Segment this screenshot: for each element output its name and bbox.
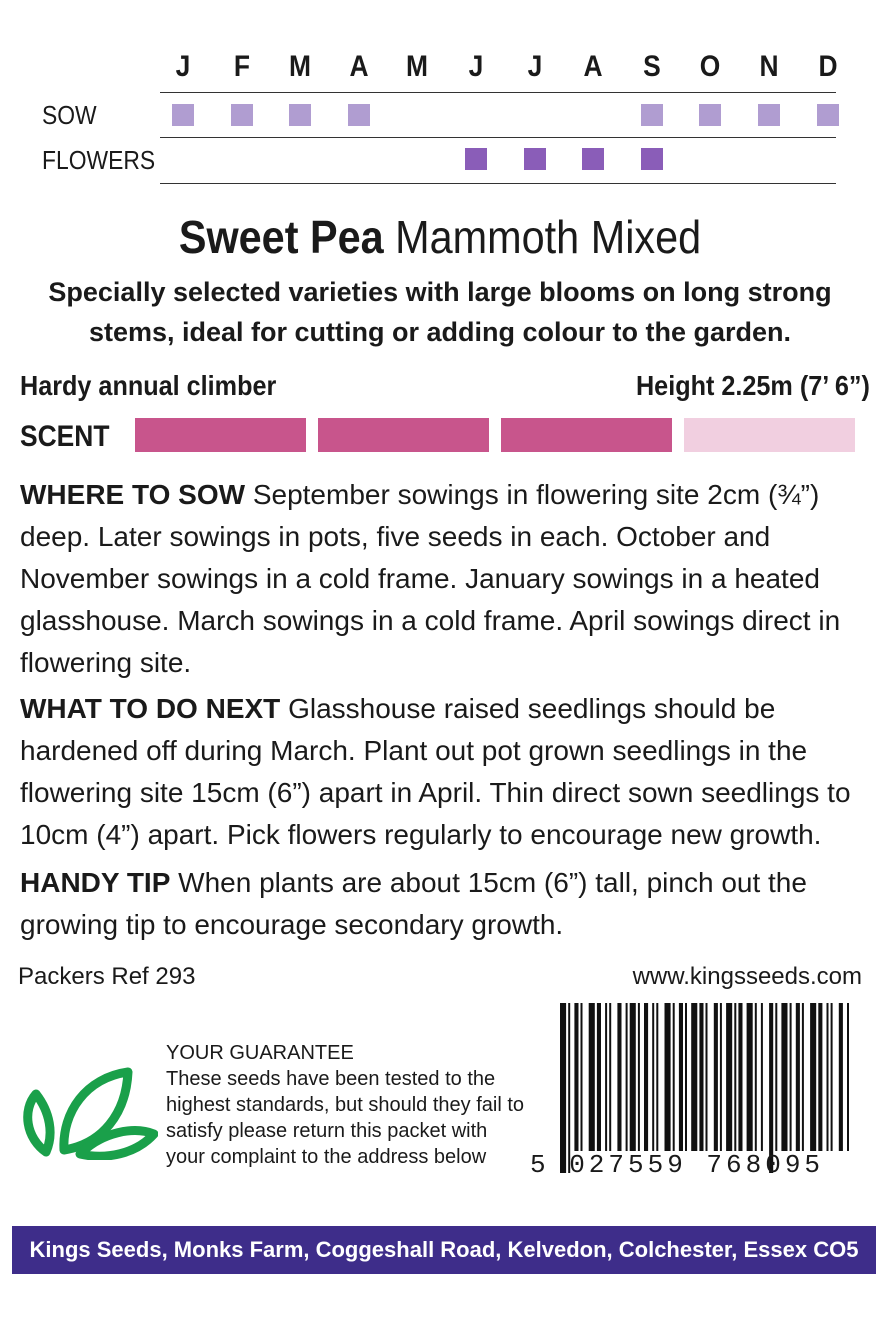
barcode-bar <box>818 1003 822 1151</box>
calendar-divider <box>160 137 836 138</box>
month-6: J <box>468 50 484 83</box>
barcode-bar <box>656 1003 658 1151</box>
sow-cell-month-12 <box>817 104 839 126</box>
barcode-bar <box>790 1003 792 1151</box>
barcode-bar <box>597 1003 601 1151</box>
calendar-divider <box>160 92 836 93</box>
where-to-sow-text: September sowings in flowering site 2cm (¾”) deep. Later sowings in pots, five seeds in each. October and November sowings in a cold frame. January sowings in a heated glasshouse. March sowings in a cold frame. April sowings direct in flowering site. <box>20 479 841 678</box>
scent-label: SCENT <box>20 420 110 453</box>
barcode-bar <box>827 1003 829 1151</box>
barcode-bar <box>644 1003 648 1151</box>
barcode-bar <box>831 1003 833 1151</box>
barcode-bar <box>775 1003 777 1151</box>
barcode-bar <box>769 1003 773 1173</box>
guarantee-heading: YOUR GUARANTEE <box>166 1042 354 1064</box>
barcode-bar <box>755 1003 757 1151</box>
barcode-bar <box>810 1003 816 1151</box>
barcode-digits: 5 027559 768095 <box>530 1150 825 1180</box>
guarantee-block <box>166 1040 526 1170</box>
sow-cell-month-3 <box>289 104 311 126</box>
where-to-sow-heading: WHERE TO SOW <box>20 479 246 510</box>
sow-cell-month-2 <box>231 104 253 126</box>
leaf-logo-icon <box>18 1060 158 1160</box>
month-8: A <box>583 50 603 83</box>
barcode-bar <box>589 1003 595 1151</box>
barcode-bar <box>574 1003 578 1151</box>
handy-tip-section <box>20 862 865 946</box>
footer-address: Kings Seeds, Monks Farm, Coggeshall Road, Kelvedon, Colchester, Essex CO5 9PG <box>29 1237 859 1310</box>
barcode-bar <box>581 1003 583 1151</box>
barcode-bar <box>738 1003 742 1151</box>
sow-cell-month-10 <box>699 104 721 126</box>
what-to-do-next-text: Glasshouse raised seedlings should be hardened off during March. Plant out pot grown seedlings in the flowering site 15cm (6”) apart in April. Thin direct sown seedlings to 10cm (4”) apart. Pick flowers regularly to encourage new growth. <box>20 693 851 850</box>
month-10: O <box>700 50 721 83</box>
packers-ref: Packers Ref 293 <box>18 963 196 990</box>
flowers-cell-month-6 <box>465 148 487 170</box>
barcode-bar <box>609 1003 611 1151</box>
barcode-bar <box>720 1003 722 1151</box>
barcode-bar <box>638 1003 640 1151</box>
what-to-do-next-section <box>20 688 865 856</box>
flowers-cell-month-9 <box>641 148 663 170</box>
barcode-bar <box>568 1003 570 1173</box>
handy-tip-heading: HANDY TIP <box>20 867 171 898</box>
barcode-bar <box>714 1003 718 1151</box>
barcode-bar <box>560 1003 566 1173</box>
calendar-divider <box>160 183 836 184</box>
handy-tip-text: When plants are about 15cm (6”) tall, pinch out the growing tip to encourage secondary growth. <box>20 867 807 940</box>
barcode-bar <box>796 1003 800 1151</box>
scent-segment-1 <box>135 418 306 452</box>
barcode-bar <box>652 1003 654 1151</box>
barcode-bar <box>839 1003 843 1151</box>
product-title <box>44 210 836 264</box>
barcode-bar <box>734 1003 736 1151</box>
barcode-bar <box>679 1003 683 1151</box>
barcode-bar <box>747 1003 753 1151</box>
barcode-bar <box>673 1003 675 1151</box>
barcode-bar <box>781 1003 787 1151</box>
guarantee-text: These seeds have been tested to the highest standards, but should they fail to satisfy please return this packet with your complaint to the address below <box>166 1068 525 1168</box>
sow-cell-month-1 <box>172 104 194 126</box>
month-12: D <box>818 50 838 83</box>
barcode-bar <box>685 1003 687 1151</box>
barcode-bar <box>617 1003 621 1151</box>
month-5: M <box>406 50 429 83</box>
month-11: N <box>759 50 779 83</box>
product-name-variety: Mammoth Mixed <box>395 211 702 263</box>
barcode-bar <box>699 1003 703 1151</box>
scent-segment-2 <box>318 418 489 452</box>
barcode-bar <box>626 1003 628 1151</box>
month-2: F <box>233 50 250 83</box>
month-9: S <box>642 50 661 83</box>
flowers-row-label: FLOWERS <box>42 145 156 175</box>
what-to-do-next-heading: WHAT TO DO NEXT <box>20 693 281 724</box>
sow-cell-month-11 <box>758 104 780 126</box>
sow-cell-month-4 <box>348 104 370 126</box>
month-4: A <box>349 50 369 83</box>
scent-segment-3 <box>501 418 672 452</box>
barcode-bar <box>665 1003 671 1151</box>
barcode-bar <box>761 1003 763 1151</box>
barcode-bar <box>802 1003 804 1151</box>
scent-segment-4 <box>684 418 855 452</box>
footer-address-bar <box>12 1226 876 1310</box>
where-to-sow-section <box>20 474 865 684</box>
barcode-bar <box>691 1003 697 1151</box>
sow-cell-month-9 <box>641 104 663 126</box>
barcode-bar <box>706 1003 708 1151</box>
flowers-cell-month-7 <box>524 148 546 170</box>
barcode <box>556 1003 856 1173</box>
product-description: Specially selected varieties with large blooms on long strong stems, ideal for cutting or adding colour to the garden. <box>48 277 832 347</box>
website-link[interactable]: www.kingsseeds.com <box>632 963 862 990</box>
plant-type: Hardy annual climber <box>20 370 277 401</box>
month-3: M <box>289 50 312 83</box>
sow-row-label: SOW <box>42 100 97 130</box>
barcode-bar <box>847 1003 849 1151</box>
month-1: J <box>175 50 191 83</box>
product-name-bold: Sweet Pea <box>178 211 384 263</box>
plant-height: Height 2.25m (7’ 6”) <box>636 370 870 401</box>
flowers-cell-month-8 <box>582 148 604 170</box>
barcode-bar <box>726 1003 732 1151</box>
barcode-bar <box>630 1003 636 1151</box>
barcode-bar <box>605 1003 607 1151</box>
month-7: J <box>527 50 542 83</box>
